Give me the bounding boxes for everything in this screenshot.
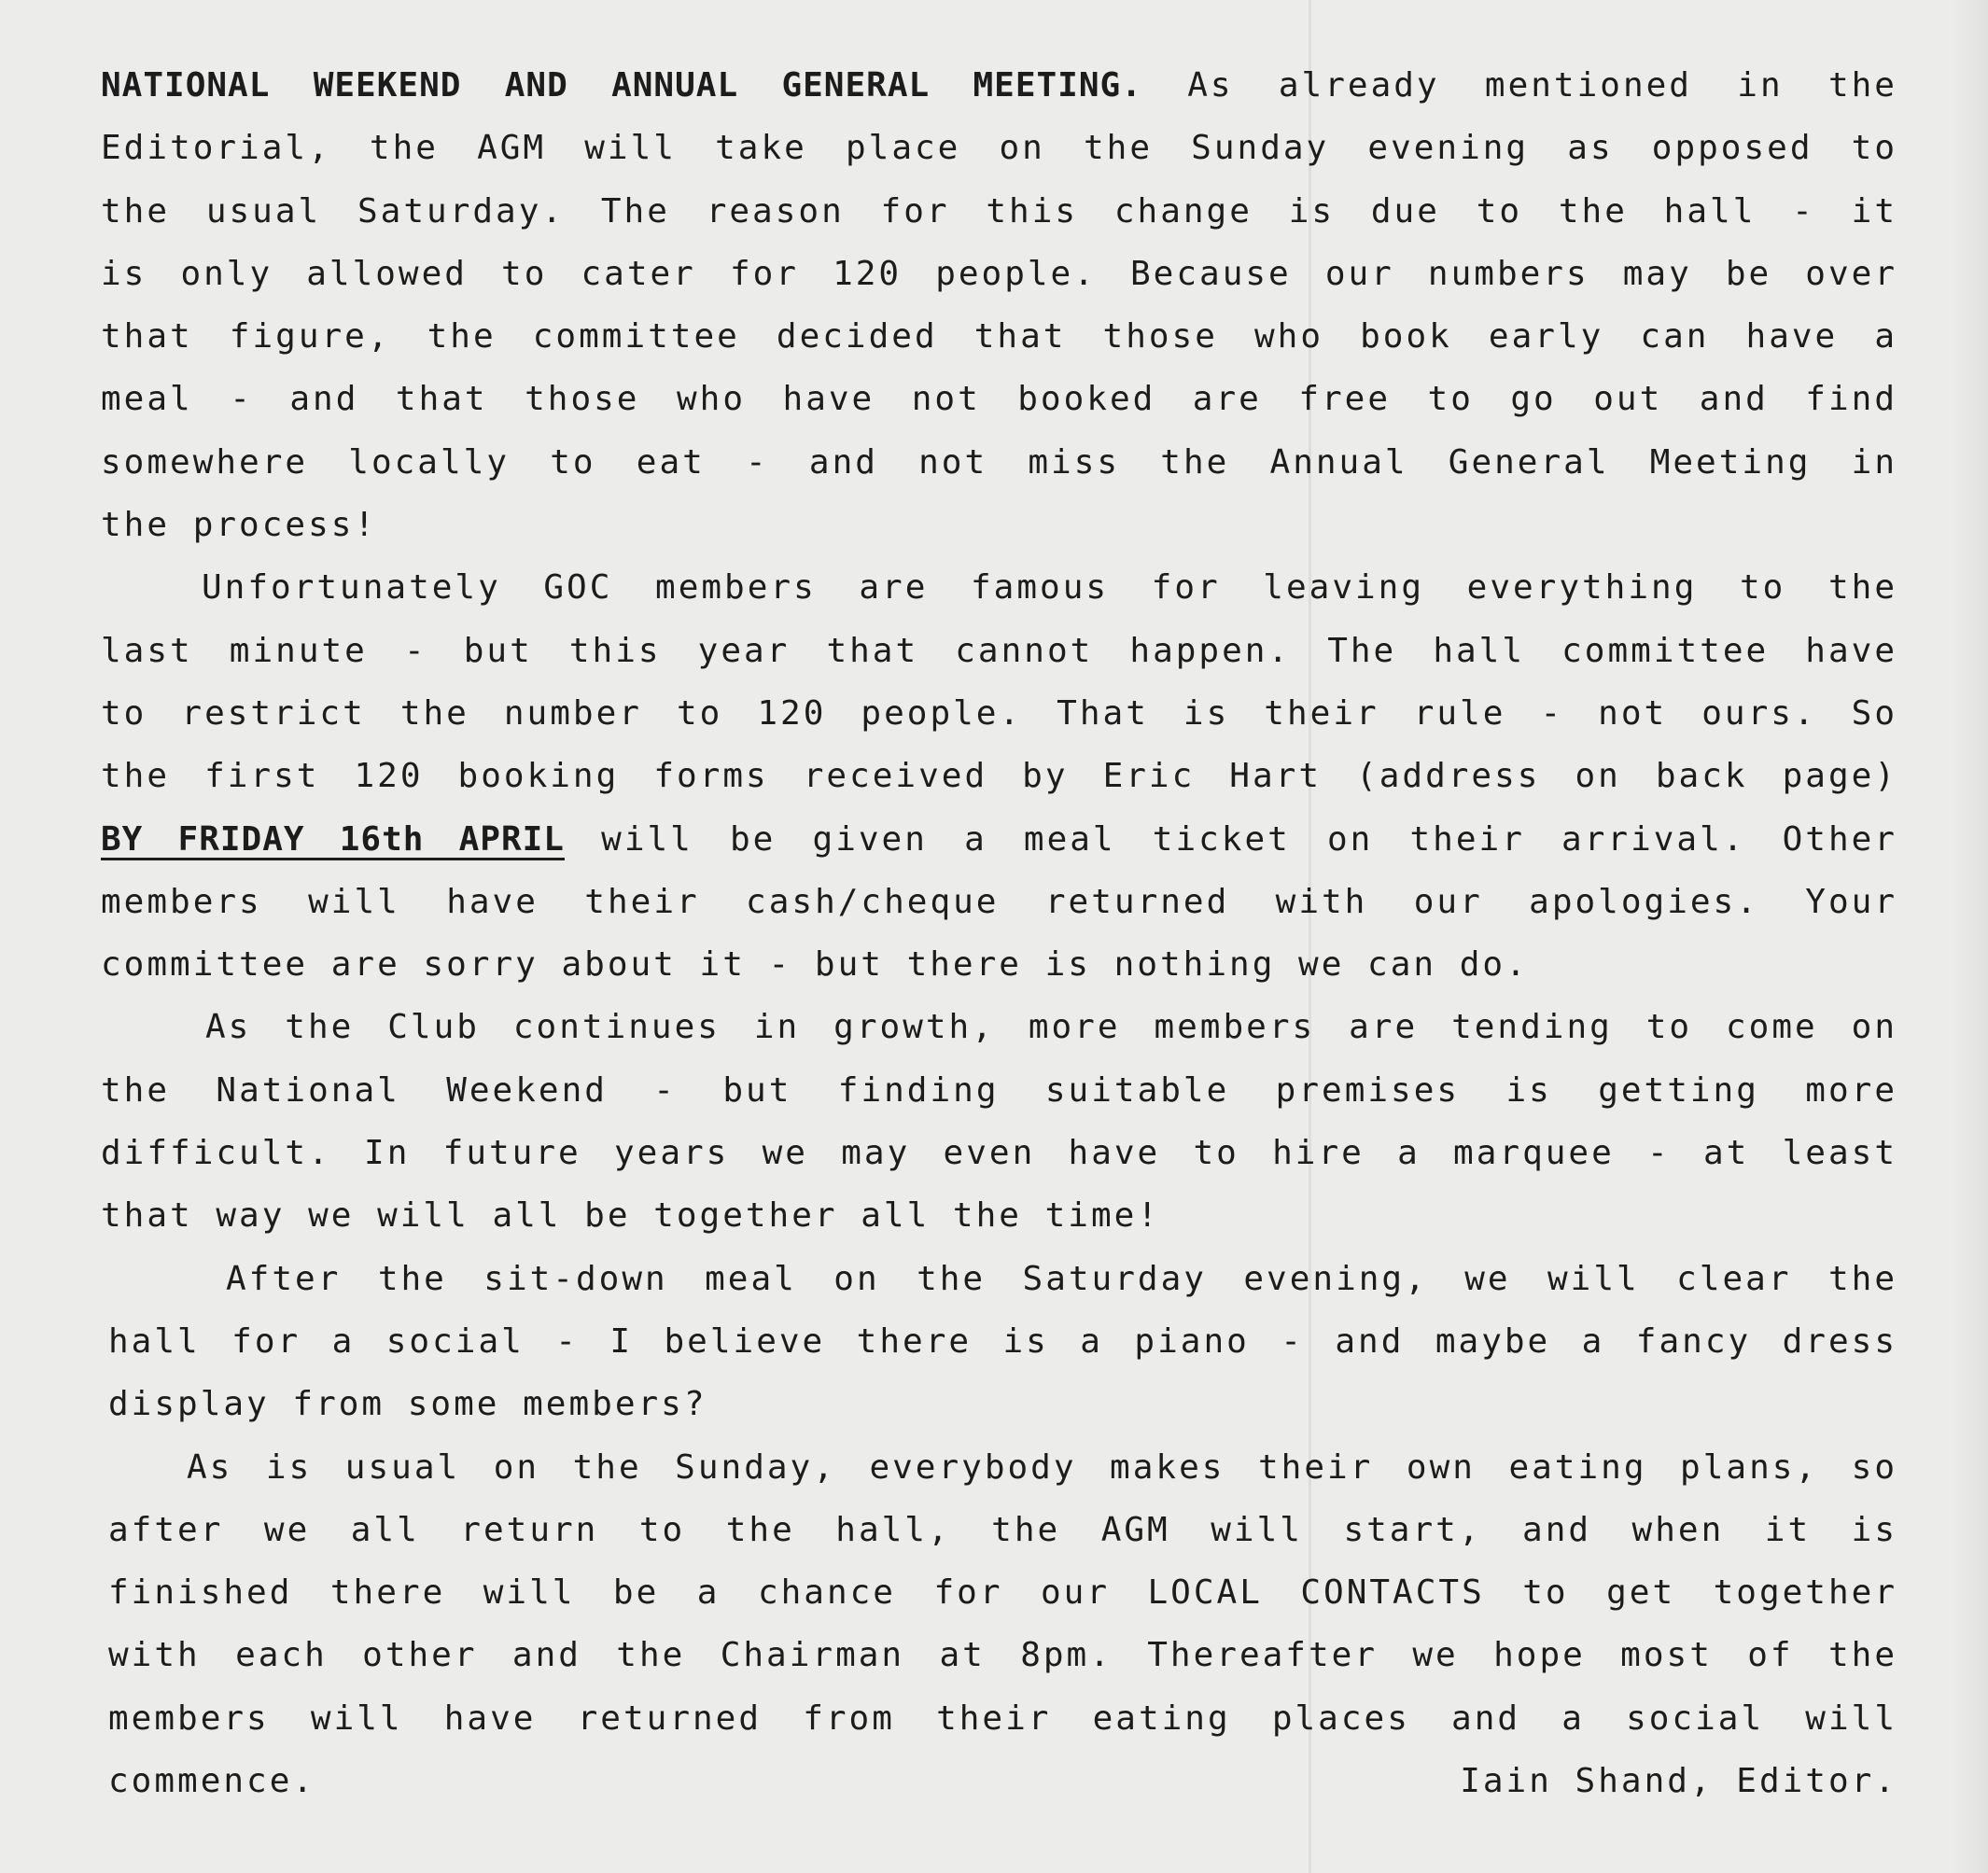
text-line: somewhere locally to eat - and not miss the Annual General Meeting in [101,442,1897,482]
text-line: the first 120 booking forms received by Eric Hart (address on back page) [101,757,1897,796]
text-line: that figure, the committee decided that those who book early can have a [101,317,1897,356]
deadline-text: BY FRIDAY 16th APRIL [101,819,565,859]
text-line: difficult. In future years we may even have to hire a marquee - at least [101,1134,1897,1173]
text-line: that way we will all be together all the time! [101,1196,1160,1236]
text-line: members will have their cash/cheque returned with our apologies. Your [101,882,1897,921]
text-line: last minute - but this year that cannot happen. The hall committee have [101,631,1897,670]
paragraph-5 [101,1436,1897,1813]
closing-line [101,1750,1897,1812]
text-line: As is usual on the Sunday, everybody makes their own eating plans, so [187,1447,1897,1487]
editor-signature: Iain Shand, Editor. [1460,1762,1897,1801]
text-span: As already mentioned in the [1187,66,1897,105]
page-edge-shadow [1951,0,1988,1873]
text-line: after we all return to the hall, the AGM will start, and when it is [108,1510,1897,1549]
text-line: hall for a social - I believe there is a piano - and maybe a fancy dress [108,1321,1897,1361]
text-line: to restrict the number to 120 people. That is their rule - not ours. So [101,693,1897,733]
text-line: the process! [101,506,378,545]
text-line [101,808,1897,871]
text-line: meal - and that those who have not booked are free to go out and find [101,380,1897,419]
text-line: Editorial, the AGM will take place on the Sunday evening as opposed to [101,129,1897,168]
text-line: committee are sorry about it - but there is nothing we can do. [101,945,1529,985]
text-line: finished there will be a chance for our LOCAL CONTACTS to get together [108,1573,1897,1613]
article-heading: NATIONAL WEEKEND AND ANNUAL GENERAL MEETING. [101,66,1142,105]
text-line: is only allowed to cater for 120 people. Because our numbers may be over [101,254,1897,293]
text-line: As the Club continues in growth, more members are tending to come on [205,1008,1897,1047]
paragraph-2 [101,556,1897,996]
text-span: will be given a meal ticket on their arrival. Other [601,819,1897,859]
paragraph-3 [101,996,1897,1247]
article-national-weekend-agm [101,54,1897,1812]
text-line [101,54,1897,117]
text-line: the usual Saturday. The reason for this change is due to the hall - it [101,191,1897,231]
paragraph-4 [101,1248,1897,1436]
text-line: the National Weekend - but finding suitable premises is getting more [101,1070,1897,1110]
text-span: commence. [108,1762,316,1801]
text-line: members will have returned from their eating places and a social will [108,1698,1897,1738]
text-line: with each other and the Chairman at 8pm. Thereafter we hope most of the [108,1636,1897,1675]
text-line: After the sit-down meal on the Saturday evening, we will clear the [226,1259,1897,1298]
text-line: Unfortunately GOC members are famous for leaving everything to the [202,568,1897,608]
text-line: display from some members? [108,1385,707,1424]
paragraph-1 [101,54,1897,556]
